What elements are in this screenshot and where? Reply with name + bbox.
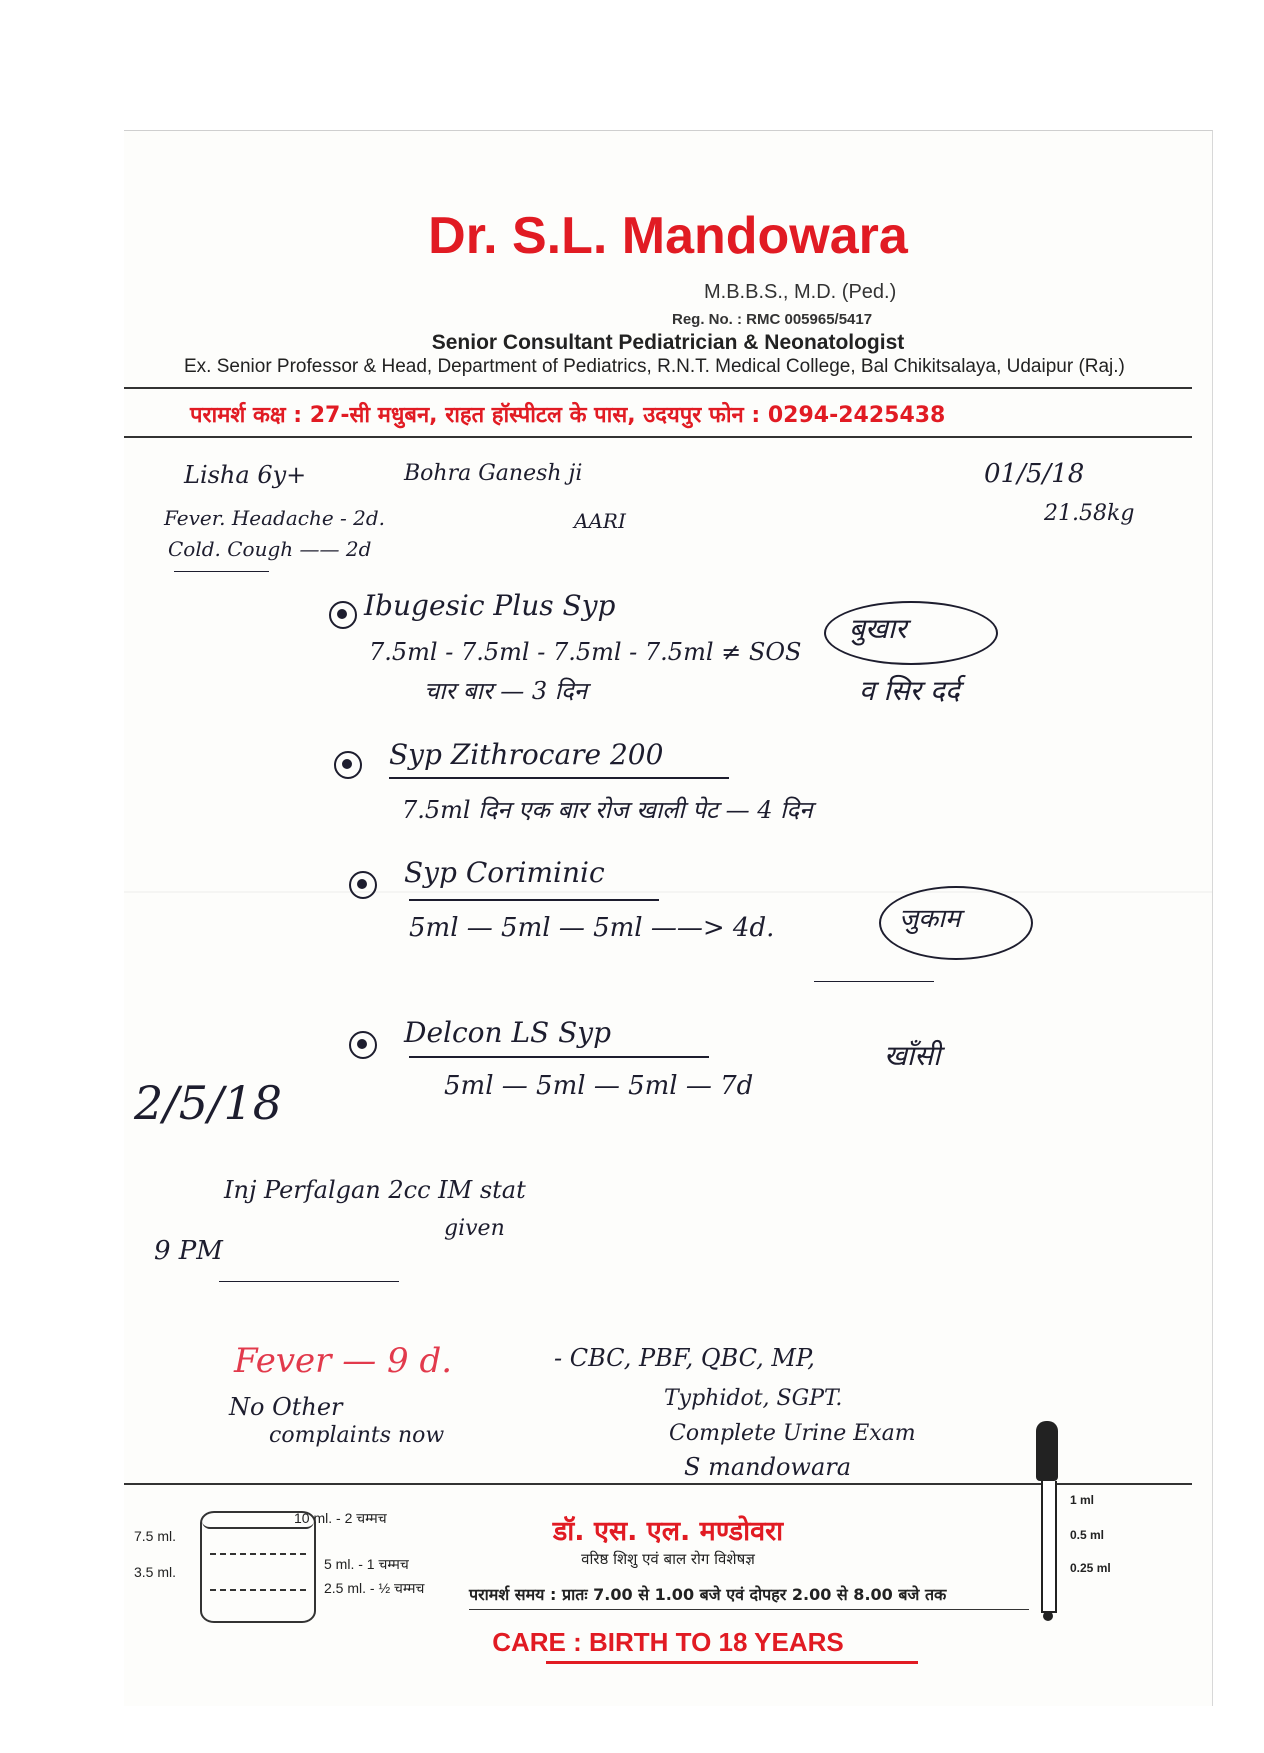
cup-label-2-5ml: 2.5 ml. - ½ चम्मच [324,1580,425,1596]
dropper-label-0-5ml: 0.5 ml [1070,1528,1105,1542]
care-tagline-underline [546,1661,918,1664]
rx-bullet-3 [349,871,377,899]
medicine-3-dose: 5ml — 5ml — 5ml ——> 4d. [409,913,775,943]
medicine-1-dose: 7.5ml - 7.5ml - 7.5ml - 7.5ml ≠ SOS [369,638,802,666]
medicine-4-underline [409,1056,709,1058]
complaints-now: complaints now [269,1423,445,1448]
medicine-2-underline [389,777,729,779]
medicine-3-note-underline [814,981,934,982]
dropper-label-0-25ml: 0.25 ml [1070,1561,1111,1575]
complaint-cold-cough: Cold. Cough —— 2d [168,537,372,561]
tests-line-2: Typhidot, SGPT. [664,1386,843,1411]
no-other-complaints: No Other [229,1393,343,1421]
medicine-4-dose: 5ml — 5ml — 5ml — 7d [444,1071,754,1101]
visit-date: 01/5/18 [984,459,1085,489]
patient-name: Lisha 6y+ [184,461,307,489]
rx-bullet-2 [334,751,362,779]
medicine-1-name: Ibugesic Plus Syp [364,589,616,622]
doctor-degrees: M.B.B.S., M.D. (Ped.) [704,281,897,303]
medicine-2-dose: 7.5ml दिन एक बार रोज खाली पेट — 4 दिन [402,796,813,824]
header-divider-top [124,387,1192,389]
followup-underline [219,1281,399,1282]
medicine-3-name: Syp Coriminic [404,856,605,889]
clinic-address: परामर्श कक्ष : 27-सी मधुबन, राहत हॉस्पीटल के पास, उदयपुर फोन : 0294-2425438 [190,403,946,428]
footer-specialty-hindi: वरिष्ठ शिशु एवं बाल रोग विशेषज्ञ [581,1550,755,1568]
cup-label-10ml: 10 ml. - 2 चम्मच [294,1510,387,1526]
tests-line-3: Complete Urine Exam [669,1421,916,1446]
cup-label-7-5ml: 7.5 ml. [134,1528,177,1544]
medicine-1-frequency: चार बार — 3 दिन [424,677,588,705]
followup-given: given [444,1216,505,1241]
cup-label-5ml: 5 ml. - 1 चम्मच [324,1556,409,1572]
doctor-name: Dr. S.L. Mandowara [428,207,908,265]
registration-number: Reg. No. : RMC 005965/5417 [672,311,873,328]
diagnosis: AARI [574,509,626,533]
fever-note: Fever — 9 d. [234,1341,453,1381]
doctor-title: Senior Consultant Pediatrician & Neonatologist [431,331,905,354]
medicine-3-underline [409,899,659,901]
medicine-1-note-2: व सिर दर्द [859,674,960,707]
followup-injection: Inj Perfalgan 2cc IM stat [224,1176,526,1204]
medicine-2-name: Syp Zithrocare 200 [389,738,664,771]
cup-label-3-5ml: 3.5 ml. [134,1564,177,1580]
dropper-label-1ml: 1 ml [1070,1493,1095,1507]
doctor-signature: S mandowara [684,1453,852,1481]
footer-doctor-name-hindi: डॉ. एस. एल. मण्डोवरा [552,1516,784,1547]
guardian-name: Bohra Ganesh ji [404,461,583,486]
medicine-4-name: Delcon LS Syp [404,1016,612,1049]
medicine-3-note: जुकाम [899,904,961,934]
followup-time: 9 PM [154,1236,223,1266]
rx-bullet-4 [349,1031,377,1059]
rx-bullet-1 [329,601,357,629]
tests-line-1: - CBC, PBF, QBC, MP, [554,1344,815,1372]
medicine-4-note: खाँसी [884,1039,941,1072]
timing-underline [469,1609,1029,1610]
complaint-underline [174,571,269,572]
dropper-icon [1032,1421,1062,1621]
patient-weight: 21.58kg [1044,501,1135,526]
followup-date: 2/5/18 [134,1076,283,1130]
prescription-sheet [124,130,1213,1706]
consultation-timing: परामर्श समय : प्रातः 7.00 से 1.00 बजे एवं दोपहर 2.00 से 8.00 बजे तक [469,1585,947,1604]
medicine-1-note: बुखार [849,612,907,645]
paper-fold [124,891,1212,893]
header-divider-bottom [124,436,1192,438]
doctor-experience: Ex. Senior Professor & Head, Department of Pediatrics, R.N.T. Medical College, Bal Chikitsalaya, Udaipur (Raj.) [184,356,1125,377]
complaint-fever-headache: Fever. Headache - 2d. [164,506,386,530]
care-tagline: CARE : BIRTH TO 18 YEARS [492,1627,844,1657]
